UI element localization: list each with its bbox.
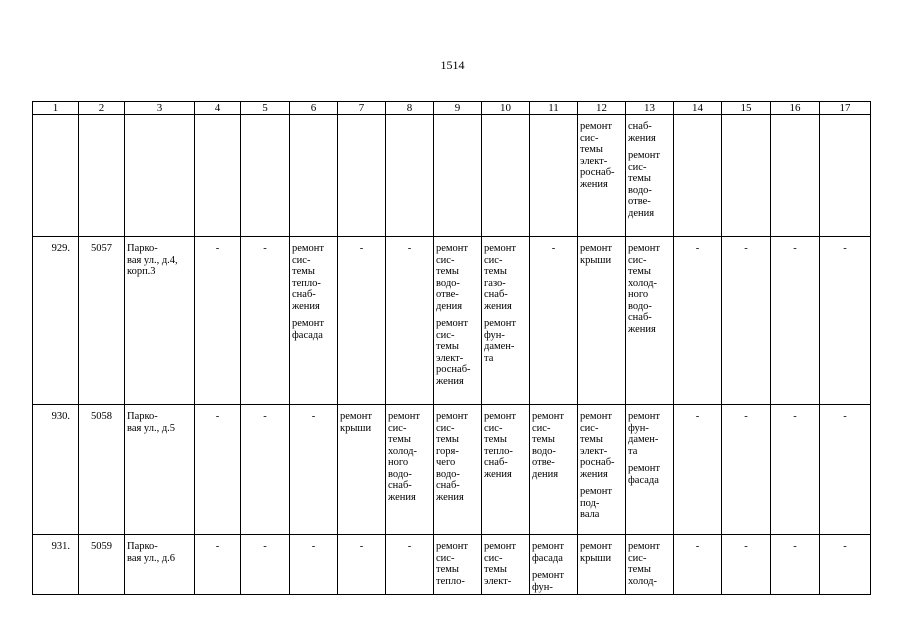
repair-work-item: ремонт фун- дамен- та xyxy=(628,411,661,457)
repair-work-item: ремонт фасада xyxy=(532,541,565,564)
work-cell-c9 xyxy=(434,535,482,595)
column-header: 9 xyxy=(434,102,482,115)
cell-col-17: - xyxy=(820,237,871,405)
repair-work-item: ремонт сис- темы элект- роснаб- жения xyxy=(580,411,615,480)
empty-dash: - xyxy=(551,243,556,254)
work-cell-c11 xyxy=(530,535,578,595)
work-cell-c12 xyxy=(578,237,626,405)
repair-work-item: ремонт фасада xyxy=(292,318,325,341)
repair-work-item: ремонт сис- темы горя- чего водо- снаб- жения xyxy=(436,411,469,503)
cell-col-16 xyxy=(771,115,820,237)
repair-work-item: ремонт сис- темы холод- xyxy=(628,541,661,587)
repair-work-item: ремонт сис- темы холод- ного водо- снаб- жения xyxy=(388,411,421,503)
repair-work-item: ремонт фун- xyxy=(532,570,565,593)
work-cell-c8 xyxy=(386,405,434,535)
column-header: 7 xyxy=(338,102,386,115)
work-cell-c10 xyxy=(482,237,530,405)
cell-col-14: - xyxy=(674,405,722,535)
repair-work-item: ремонт сис- темы тепло- xyxy=(436,541,469,587)
column-header: 1 xyxy=(33,102,79,115)
table-row xyxy=(33,535,871,595)
work-cell-c11 xyxy=(530,405,578,535)
work-cell-c7 xyxy=(338,405,386,535)
repair-work-item: ремонт под- вала xyxy=(580,486,613,520)
work-cell-c10 xyxy=(482,115,530,237)
repair-work-item: ремонт сис- темы водо- отве- дения xyxy=(436,243,469,312)
address-cell xyxy=(125,115,195,237)
header-row xyxy=(33,102,871,115)
cell-col-15 xyxy=(722,115,771,237)
address-cell: Парко- вая ул., д.5 xyxy=(125,405,195,535)
table-row xyxy=(33,237,871,405)
cell-col-16: - xyxy=(771,237,820,405)
work-cell-c8 xyxy=(386,237,434,405)
work-cell-c11 xyxy=(530,237,578,405)
repair-work-item: ремонт фасада xyxy=(628,463,661,486)
repair-schedule-table xyxy=(32,101,871,595)
cell-col-4: - xyxy=(195,405,241,535)
repair-work-item: ремонт сис- темы элект- роснаб- жения xyxy=(436,318,471,387)
cell-col-17: - xyxy=(820,405,871,535)
cell-col-15: - xyxy=(722,237,771,405)
cell-col-15: - xyxy=(722,535,771,595)
column-header: 3 xyxy=(125,102,195,115)
empty-dash: - xyxy=(407,243,412,254)
work-cell-c8 xyxy=(386,535,434,595)
column-header: 16 xyxy=(771,102,820,115)
column-header: 17 xyxy=(820,102,871,115)
work-cell-c9 xyxy=(434,405,482,535)
cell-col-5: - xyxy=(241,535,290,595)
repair-work-item: ремонт крыши xyxy=(580,541,613,564)
repair-work-item: ремонт сис- темы тепло- снаб- жения xyxy=(292,243,325,312)
work-cell-c12 xyxy=(578,115,626,237)
table-row xyxy=(33,405,871,535)
repair-work-item: ремонт сис- темы газо- снаб- жения xyxy=(484,243,517,312)
work-cell-c7 xyxy=(338,535,386,595)
cell-col-4: - xyxy=(195,535,241,595)
work-cell-c12 xyxy=(578,405,626,535)
table-row xyxy=(33,115,871,237)
cell-col-14 xyxy=(674,115,722,237)
column-header: 4 xyxy=(195,102,241,115)
column-header: 8 xyxy=(386,102,434,115)
row-number-cell: 929. xyxy=(33,237,79,405)
repair-work-item: ремонт сис- темы элект- xyxy=(484,541,517,587)
cell-col-15: - xyxy=(722,405,771,535)
work-cell-c6 xyxy=(290,237,338,405)
empty-dash: - xyxy=(407,541,412,552)
column-header: 11 xyxy=(530,102,578,115)
repair-work-item: ремонт фун- дамен- та xyxy=(484,318,517,364)
column-header: 12 xyxy=(578,102,626,115)
cell-col-17 xyxy=(820,115,871,237)
row-number-cell: 931. xyxy=(33,535,79,595)
work-cell-c10 xyxy=(482,535,530,595)
repair-work-item: ремонт сис- темы элект- роснаб- жения xyxy=(580,121,615,190)
work-cell-c7 xyxy=(338,237,386,405)
empty-dash: - xyxy=(359,541,364,552)
work-cell-c13 xyxy=(626,115,674,237)
work-cell-c13 xyxy=(626,535,674,595)
cell-col-14: - xyxy=(674,535,722,595)
row-number-cell: 930. xyxy=(33,405,79,535)
work-cell-c13 xyxy=(626,405,674,535)
building-code-cell: 5058 xyxy=(79,405,125,535)
column-header: 2 xyxy=(79,102,125,115)
work-cell-c10 xyxy=(482,405,530,535)
cell-col-17: - xyxy=(820,535,871,595)
work-cell-c6 xyxy=(290,405,338,535)
empty-dash: - xyxy=(311,541,316,552)
repair-work-item: ремонт крыши xyxy=(340,411,373,434)
column-header: 14 xyxy=(674,102,722,115)
work-cell-c11 xyxy=(530,115,578,237)
repair-work-item: ремонт сис- темы водо- отве- дения xyxy=(628,150,661,219)
cell-col-4: - xyxy=(195,237,241,405)
cell-col-16: - xyxy=(771,535,820,595)
work-cell-c12 xyxy=(578,535,626,595)
address-cell: Парко- вая ул., д.4, корп.3 xyxy=(125,237,195,405)
work-cell-c6 xyxy=(290,535,338,595)
empty-dash: - xyxy=(311,411,316,422)
building-code-cell xyxy=(79,115,125,237)
repair-work-item: ремонт сис- темы холод- ного водо- снаб- жения xyxy=(628,243,661,335)
work-cell-c6 xyxy=(290,115,338,237)
column-header: 6 xyxy=(290,102,338,115)
column-header: 15 xyxy=(722,102,771,115)
cell-col-4 xyxy=(195,115,241,237)
work-cell-c7 xyxy=(338,115,386,237)
empty-dash: - xyxy=(359,243,364,254)
repair-work-item: ремонт сис- темы тепло- снаб- жения xyxy=(484,411,517,480)
work-cell-c9 xyxy=(434,115,482,237)
address-cell: Парко- вая ул., д.6 xyxy=(125,535,195,595)
repair-work-item: ремонт крыши xyxy=(580,243,613,266)
cell-col-5: - xyxy=(241,237,290,405)
cell-col-5: - xyxy=(241,405,290,535)
row-number-cell xyxy=(33,115,79,237)
work-cell-c9 xyxy=(434,237,482,405)
column-header: 10 xyxy=(482,102,530,115)
work-cell-c8 xyxy=(386,115,434,237)
column-header: 13 xyxy=(626,102,674,115)
building-code-cell: 5057 xyxy=(79,237,125,405)
cell-col-5 xyxy=(241,115,290,237)
repair-work-item: ремонт сис- темы водо- отве- дения xyxy=(532,411,565,480)
building-code-cell: 5059 xyxy=(79,535,125,595)
cell-col-16: - xyxy=(771,405,820,535)
work-cell-c13 xyxy=(626,237,674,405)
cell-col-14: - xyxy=(674,237,722,405)
column-header: 5 xyxy=(241,102,290,115)
page-number: 1514 xyxy=(440,58,465,72)
repair-work-item: снаб- жения xyxy=(628,121,656,144)
